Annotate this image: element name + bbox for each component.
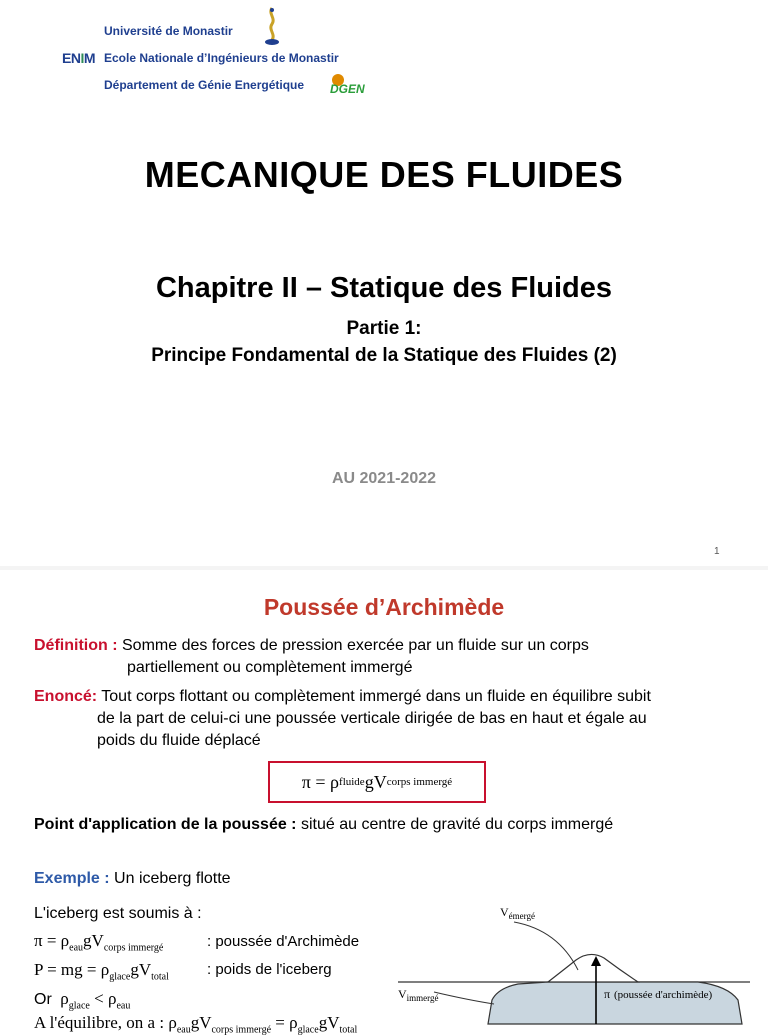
immerged-callout bbox=[434, 992, 494, 1004]
enonce-line-3: poids du fluide déplacé bbox=[97, 732, 261, 749]
definition-line bbox=[34, 637, 589, 655]
iceberg-diagram bbox=[398, 900, 768, 1024]
part-subtitle: Principe Fondamental de la Statique des Fluides (2) bbox=[151, 345, 617, 366]
example-line bbox=[34, 870, 231, 888]
application-point-text: situé au centre de gravité du corps immergé bbox=[300, 816, 614, 833]
svg-text:π: π bbox=[604, 987, 611, 1001]
weight-formula: P = mg = $\rho_{glace}gV_{total}$ bbox=[34, 960, 169, 983]
iceberg-intro: L'iceberg est soumis à : bbox=[34, 905, 202, 922]
course-title: MECANIQUE DES FLUIDES bbox=[144, 154, 624, 195]
weight-description: : poids de l'iceberg bbox=[207, 961, 332, 978]
page-number: 1 bbox=[714, 546, 720, 557]
definition-label: Définition : bbox=[34, 637, 118, 654]
enonce-label: Enoncé: bbox=[34, 688, 98, 705]
university-emblem-icon bbox=[262, 6, 282, 46]
example-label: Exemple : bbox=[34, 870, 110, 887]
buoyancy-formula: $\pi = \rho_{eau}gV_{corps immergé}$ bbox=[34, 931, 164, 954]
emerged-callout bbox=[514, 922, 578, 970]
example-text: Un iceberg flotte bbox=[114, 870, 231, 887]
chapter-title: Chapitre II – Statique des Fluides bbox=[155, 272, 613, 304]
equilibrium-formula: A l'équilibre, on a : $\rho_{eau}gV_{corps immergé} = \rho_{glace}gV_{total}$ bbox=[34, 1013, 358, 1035]
enonce-line-2: de la part de celui-ci une poussée verticale dirigée de bas en haut et égale au bbox=[97, 710, 647, 727]
definition-line-2: partiellement ou complètement immergé bbox=[127, 659, 413, 676]
academic-year: AU 2021-2022 bbox=[331, 470, 437, 487]
school-name: Ecole Nationale d’Ingénieurs de Monastir bbox=[104, 51, 339, 65]
content-slide bbox=[0, 570, 768, 1035]
enonce-text: Tout corps flottant ou complètement immergé dans un fluide en équilibre subit bbox=[101, 688, 651, 705]
buoyancy-description: : poussée d'Archimède bbox=[207, 933, 360, 950]
svg-text:Vémergé: $V_{émergé}$ bbox=[500, 905, 535, 921]
iceberg-emerged bbox=[548, 954, 638, 982]
application-point-line bbox=[34, 816, 613, 834]
archimedes-formula-box: π = ρ fluide gV corps immergé bbox=[268, 761, 486, 803]
enonce-line bbox=[34, 688, 651, 706]
svg-text:(poussée d'archimède): (poussée d'archimède) bbox=[614, 989, 713, 1001]
density-comparison: Or $\rho_{glace} < \rho_{eau}$ bbox=[34, 989, 131, 1012]
university-name: Université de Monastir bbox=[104, 24, 233, 38]
definition-text: Somme des forces de pression exercée par un fluide sur un corps bbox=[122, 637, 589, 654]
enim-logo: ENIM bbox=[62, 50, 96, 66]
department-name: Département de Génie Energétique bbox=[104, 78, 305, 92]
part-label: Partie 1: bbox=[346, 318, 422, 339]
slide-title: Poussée d’Archimède bbox=[263, 594, 505, 620]
svg-text:DGEN: DGEN bbox=[330, 82, 365, 96]
svg-text:Vimmergé: $V_{immergé}$ bbox=[398, 987, 439, 1003]
application-point-label: Point d'application de la poussée : bbox=[34, 816, 297, 833]
department-logo-icon bbox=[328, 72, 376, 96]
